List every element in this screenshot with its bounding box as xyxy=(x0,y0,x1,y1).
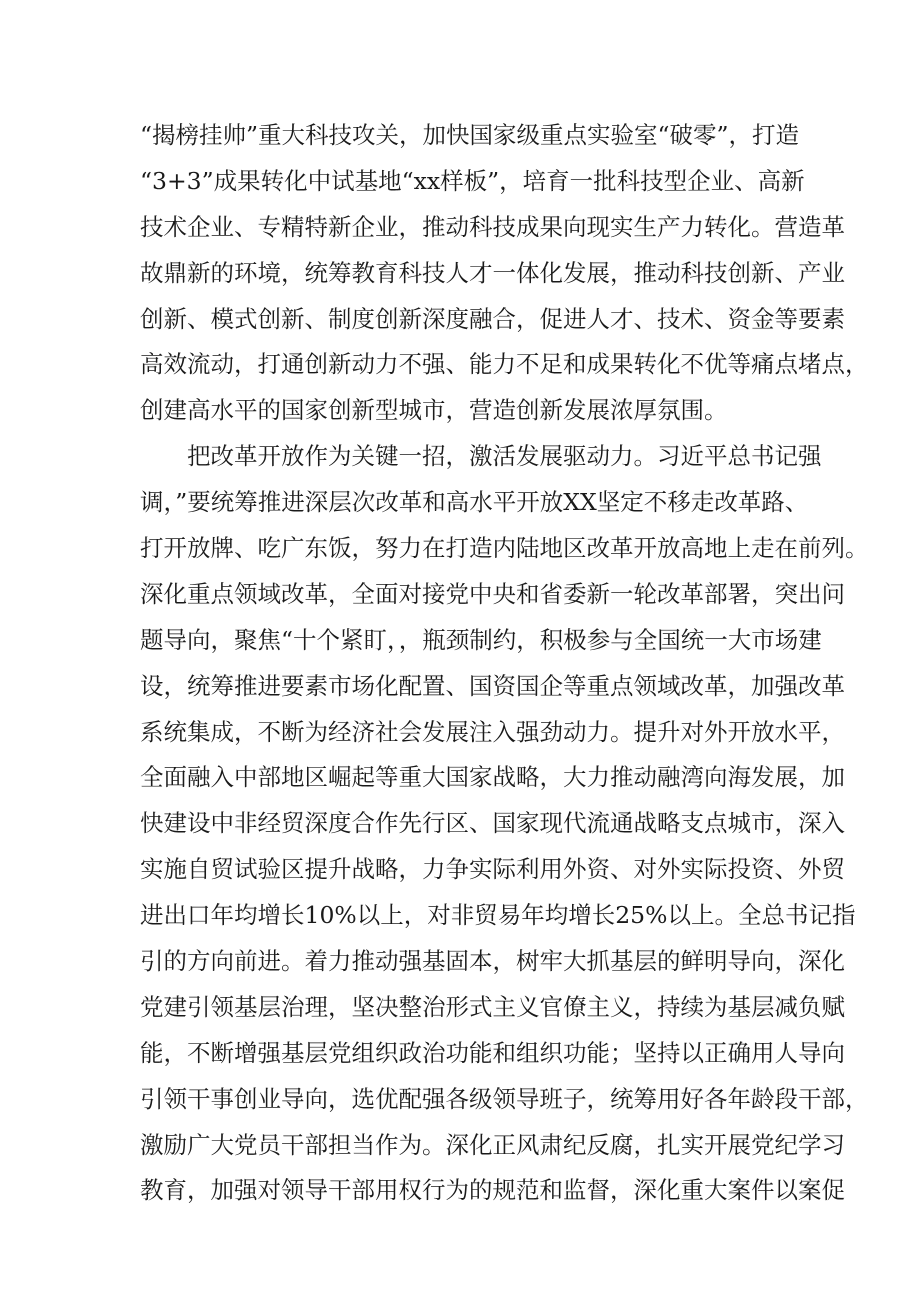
text-line: 技术企业、专精特新企业，推动科技成果向现实生产力转化。营造革 xyxy=(140,212,845,241)
text-line: 全面融入中部地区崛起等重大国家战略，大力推动融湾向海发展，加 xyxy=(140,763,845,792)
paragraph-first-line: 把改革开放作为关键一招，激活发展驱动力。习近平总书记强 xyxy=(187,442,822,471)
text-line: 快建设中非经贸深度合作先行区、国家现代流通战略支点城市，深入 xyxy=(140,809,845,838)
paragraph-end-line: 创建高水平的国家创新型城市，营造创新发展浓厚氛围。 xyxy=(140,396,728,425)
text-line: 高效流动，打通创新动力不强、能力不足和成果转化不优等痛点堵点， xyxy=(140,350,869,379)
text-line: 题导向，聚焦“十个紧盯，，瓶颈制约，积极参与全国统一大市场建 xyxy=(140,625,822,654)
text-line: 设，统筹推进要素市场化配置、国资国企等重点领域改革，加强改革 xyxy=(140,671,845,700)
text-line: 创新、模式创新、制度创新深度融合，促进人才、技术、资金等要素 xyxy=(140,304,845,333)
text-line: 激励广大党员干部担当作为。深化正风肃纪反腐，扎实开展党纪学习 xyxy=(140,1130,845,1159)
text-line: 系统集成，不断为经济社会发展注入强劲动力。提升对外开放水平， xyxy=(140,717,845,746)
text-line: 进出口年均增长10%以上，对非贸易年均增长25%以上。全总书记指 xyxy=(140,901,856,930)
text-line: “3+3”成果转化中试基地“xx样板”，培育一批科技型企业、高新 xyxy=(140,166,805,195)
text-line: 深化重点领域改革，全面对接党中央和省委新一轮改革部署，突出问 xyxy=(140,579,845,608)
text-line: 故鼎新的环境，统筹教育科技人才一体化发展，推动科技创新、产业 xyxy=(140,258,845,287)
text-line: 教育，加强对领导干部用权行为的规范和监督，深化重大案件以案促 xyxy=(140,1176,845,1205)
text-line: 能，不断增强基层党组织政治功能和组织功能；坚持以正确用人导向 xyxy=(140,1038,845,1067)
text-line: 调，”要统筹推进深层次改革和高水平开放XX坚定不移走改革路、 xyxy=(140,488,809,517)
text-line: 引的方向前进。着力推动强基固本，树牢大抓基层的鲜明导向，深化 xyxy=(140,947,845,976)
text-line: 实施自贸试验区提升战略，力争实际利用外资、对外实际投资、外贸 xyxy=(140,855,845,884)
text-line: “揭榜挂帅”重大科技攻关，加快国家级重点实验室“破零”，打造 xyxy=(140,121,800,149)
text-line: 引领干事创业导向，选优配强各级领导班子，统筹用好各年龄段干部， xyxy=(140,1084,869,1113)
text-line: 党建引领基层治理，坚决整治形式主义官僚主义，持续为基层减负赋 xyxy=(140,992,845,1021)
body-text xyxy=(140,113,869,1214)
text-line: 打开放牌、吃广东饭，努力在打造内陆地区改革开放高地上走在前列。 xyxy=(140,534,869,563)
